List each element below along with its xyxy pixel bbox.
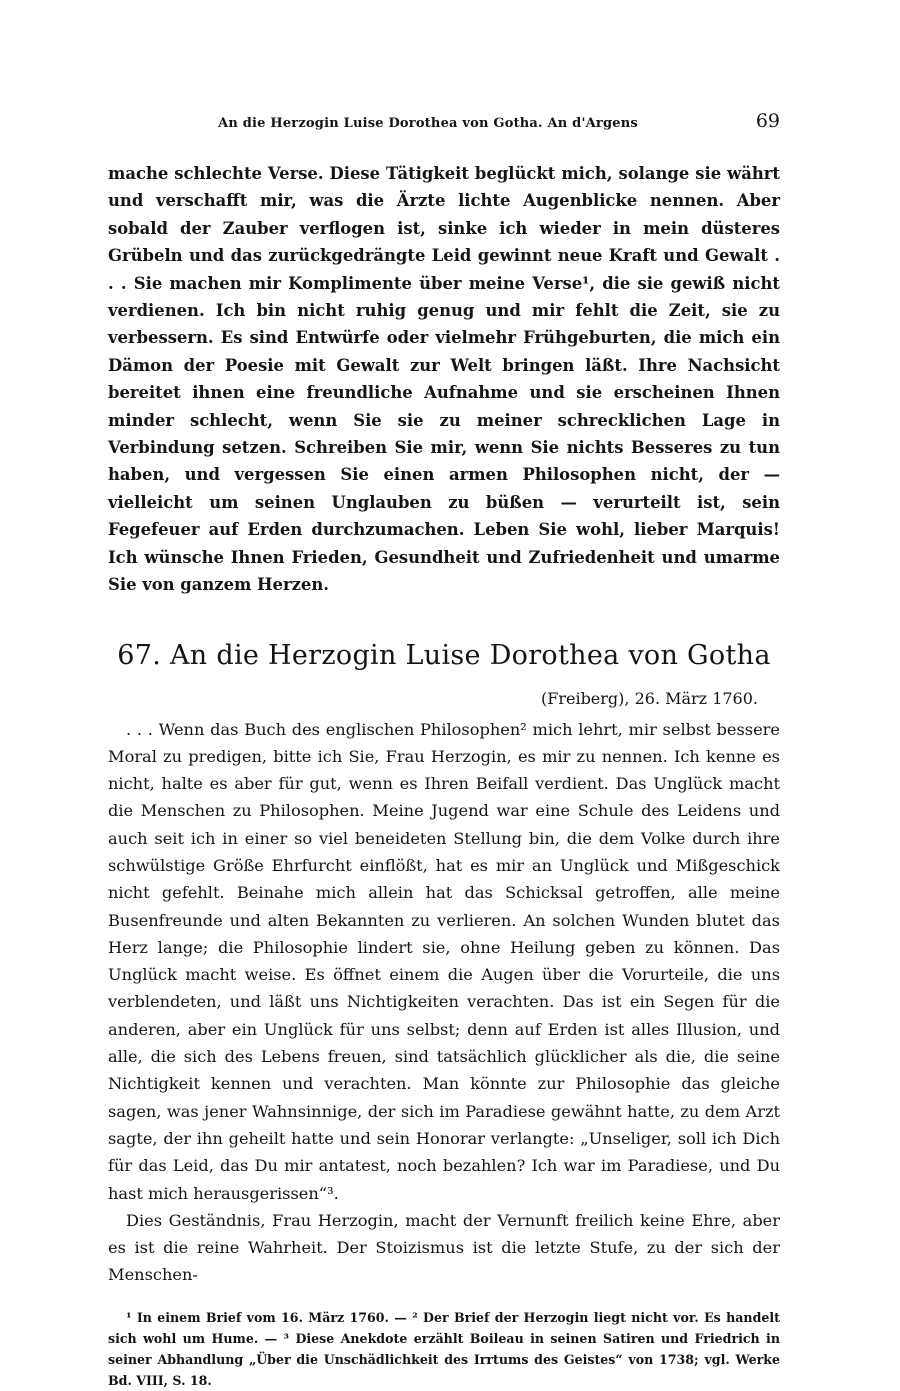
letter-paragraph: . . . Wenn das Buch des englischen Philosophen² mich lehrt, mir selbst bessere Moral zu predigen, bitte ich Sie, Frau Herzogin, es mir zu nennen. Ich kenne es nicht, halte es aber für gut, wenn es Ihren Beifall verdient. Das Unglück macht die Menschen zu Philosophen. Meine Jugend war eine Schule des Leidens und auch seit ich in einer so viel beneideten Stellung bin, die dem Volke durch ihre schwülstige Größe Ehrfurcht einflößt, hat es mir an Unglück und Mißgeschick nicht gefehlt. Beinahe mich allein hat das Schicksal getroffen, alle meine Busenfreunde und alten Bekannten zu verlieren. An solchen Wunden blutet das Herz lange; die Philosophie lindert sie, ohne Heilung geben zu können. Das Unglück macht weise. Es öffnet einem die Augen über die Vorurteile, die uns verblendeten, und läßt uns Nichtigkeiten verachten. Das ist ein Segen für die anderen, aber ein Unglück für uns selbst; denn auf Erden ist alles Illusion, und alle, die sich des Lebens freuen, sind tatsächlich glücklicher als die, die seine Nichtigkeit kennen und verachten. Man könnte zur Philosophie das gleiche sagen, was jener Wahnsinnige, der sich im Paradiese gewähnt hatte, zu dem Arzt sagte, der ihn geheilt hatte und sein Honorar verlangte: „Unseliger, soll ich Dich für das Leid, das Du mir antatest, noch bezahlen? Ich war im Paradiese, und Du hast mich herausgerissen“³. <box>108 719 780 1203</box>
letter-paragraph: Dies Geständnis, Frau Herzogin, macht der Vernunft freilich keine Ehre, aber es ist die reine Wahrheit. Der Stoizismus ist die letzte Stufe, zu der sich der Menschen- <box>108 1210 780 1285</box>
continuation-paragraph: mache schlechte Verse. Diese Tätigkeit beglückt mich, solange sie währt und verschafft mir, was die Ärzte lichte Augenblicke nennen. Aber sobald der Zauber verflogen ist, sinke ich wieder in mein düsteres Grübeln und das zurückgedrängte Leid gewinnt neue Kraft und Gewalt . . . Sie machen mir Komplimente über meine Verse¹, die sie gewiß nicht verdienen. Ich bin nicht ruhig genug und mir fehlt die Zeit, sie zu verbessern. Es sind Entwürfe oder vielmehr Frühgeburten, die mich ein Dämon der Poesie mit Gewalt zur Welt bringen läßt. Ihre Nachsicht bereitet ihnen eine freundliche Aufnahme und sie erscheinen Ihnen minder schlecht, wenn Sie sie zu meiner schrecklichen Lage in Verbindung setzen. Schreiben Sie mir, wenn Sie nichts Besseres zu tun haben, und vergessen Sie einen armen Philosophen nicht, der — vielleicht um seinen Unglauben zu büßen — verurteilt ist, sein Fegefeuer auf Erden durchzumachen. Leben Sie wohl, lieber Marquis! Ich wünsche Ihnen Frieden, Gesundheit und Zufriedenheit und umarme Sie von ganzem Herzen. <box>108 164 780 595</box>
letter-dateline: (Freiberg), 26. März 1760. <box>540 688 758 708</box>
letter-heading: 67. An die Herzogin Luise Dorothea von Gotha <box>117 639 771 671</box>
book-page <box>108 108 780 1391</box>
page-number: 69 <box>755 110 780 132</box>
footnote-text: ¹ In einem Brief vom 16. März 1760. — ² Der Brief der Herzogin liegt nicht vor. Es handelt sich wohl um Hume. — ³ Diese Anekdote erzählt Boileau in seinen Satiren und Friedrich in seiner Abhandlung „Über die Unschädlichkeit des Irrtums des Geistes“ von 1738; vgl. Werke Bd. VIII, S. 18. <box>108 1309 780 1388</box>
running-head-title: An die Herzogin Luise Dorothea von Gotha. An d'Argens <box>218 116 638 131</box>
letter-body <box>108 716 780 1289</box>
footnotes <box>108 1307 780 1391</box>
running-head <box>108 108 780 138</box>
